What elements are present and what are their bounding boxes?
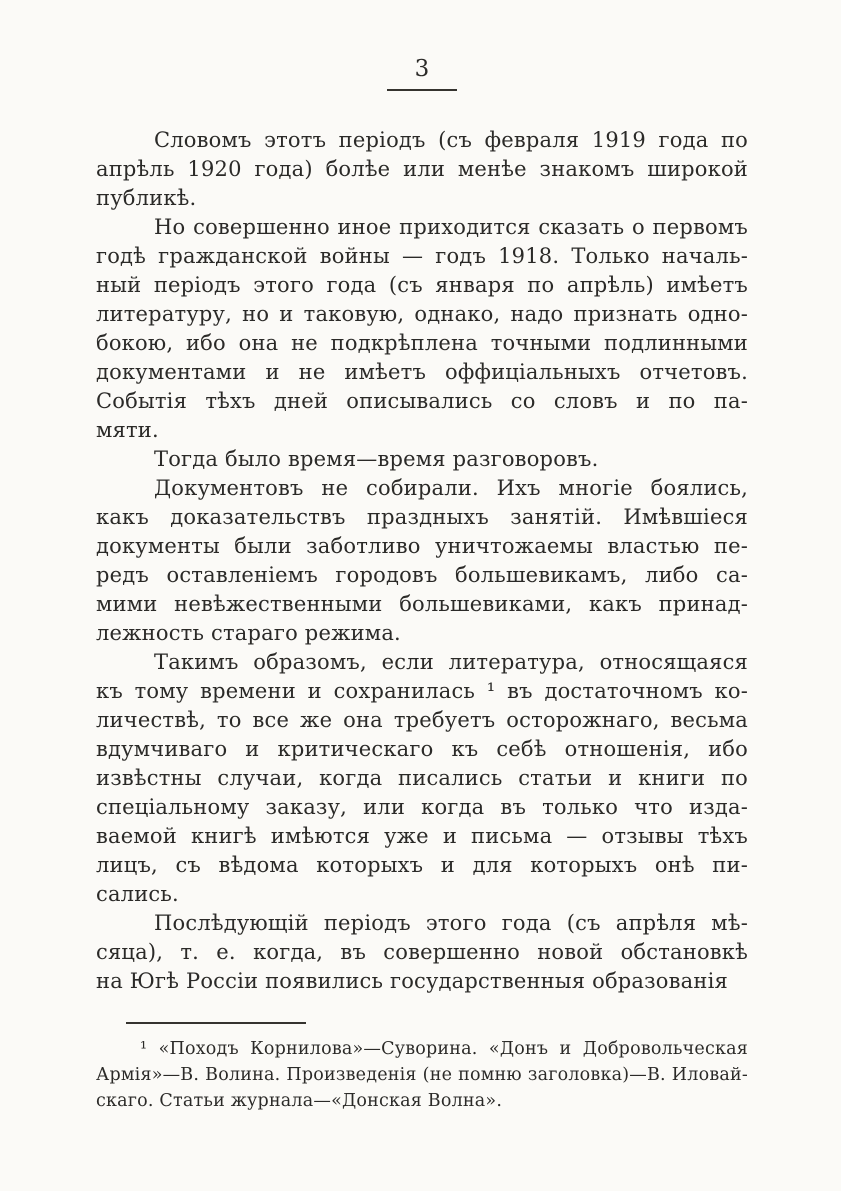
text-line: на Югѣ Россіи появились государственныя образованія [96,969,728,993]
text-line: мяти. [96,418,159,442]
paragraph [96,909,748,996]
paragraph [96,445,748,474]
text-line: къ тому времени и сохранилась ¹ въ достаточномъ ко- [96,679,748,703]
text-line: публикѣ. [96,186,197,210]
text-line: Такимъ образомъ, если литература, относящаяся [154,650,748,674]
text-line: Словомъ этотъ періодъ (съ февраля 1919 года по [154,128,748,152]
text-line: литературу, но и таковую, однако, надо признать одно- [96,302,748,326]
text-line: скаго. Статьи журнала—«Донская Волна». [96,1091,503,1111]
text-line: документами и не имѣетъ оффиціальныхъ отчетовъ. [96,360,748,384]
text-line: редъ оставленіемъ городовъ большевикамъ, либо са- [96,563,748,587]
page-number: 3 [387,56,458,91]
text-line: ваемой книгѣ имѣются уже и письма — отзывы тѣхъ [96,824,748,848]
text-line: лицъ, съ вѣдома которыхъ и для которыхъ онѣ пи- [96,853,748,877]
text-line: ¹ «Походъ Корнилова»—Суворина. «Донъ и Добровольческая [140,1039,748,1059]
text-line: Послѣдующій періодъ этого года (съ апрѣля мѣ- [154,911,748,935]
text-line: спеціальному заказу, или когда въ только что изда- [96,795,748,819]
paragraph [96,648,748,909]
text-line: лежность стараго режима. [96,621,401,645]
text-line: бокою, ибо она не подкрѣплена точными подлинными [96,331,748,355]
paragraph [96,213,748,445]
text-line: Но совершенно иное приходится сказать о первомъ [154,215,748,239]
text-line: Документовъ не собирали. Ихъ многіе боялись, [154,476,748,500]
text-line: апрѣль 1920 года) болѣе или менѣе знакомъ широкой [96,157,748,181]
text-line: вдумчиваго и критическаго къ себѣ отношенія, ибо [96,737,748,761]
text-line: годѣ гражданской войны — годъ 1918. Только началь- [96,244,748,268]
text-line: Тогда было время—время разговоровъ. [154,447,599,471]
text-line: какъ доказательствъ праздныхъ занятій. Имѣвшіеся [96,505,748,529]
paragraph [96,474,748,648]
text-line: мими невѣжественными большевиками, какъ принад- [96,592,748,616]
page-number-container [96,56,748,91]
text-line: сались. [96,882,179,906]
footnote-block [96,1014,748,1114]
text-block [96,126,748,996]
text-line: ный періодъ этого года (съ января по апрѣль) имѣетъ [96,273,748,297]
footnote-lines [96,1036,748,1114]
text-line: Армія»—В. Волина. Произведенія (не помню заголовка)—В. Иловай- [96,1065,748,1085]
text-line: документы были заботливо уничтожаемы властью пе- [96,534,748,558]
text-line: Событія тѣхъ дней описывались со словъ и по па- [96,389,748,413]
text-line: извѣстны случаи, когда писались статьи и книги по [96,766,748,790]
text-line: сяца), т. е. когда, въ совершенно новой обстановкѣ [96,940,748,964]
text-line: личествѣ, то все же она требуетъ осторожнаго, весьма [96,708,748,732]
paragraph [96,126,748,213]
footnote-rule [126,1022,306,1024]
